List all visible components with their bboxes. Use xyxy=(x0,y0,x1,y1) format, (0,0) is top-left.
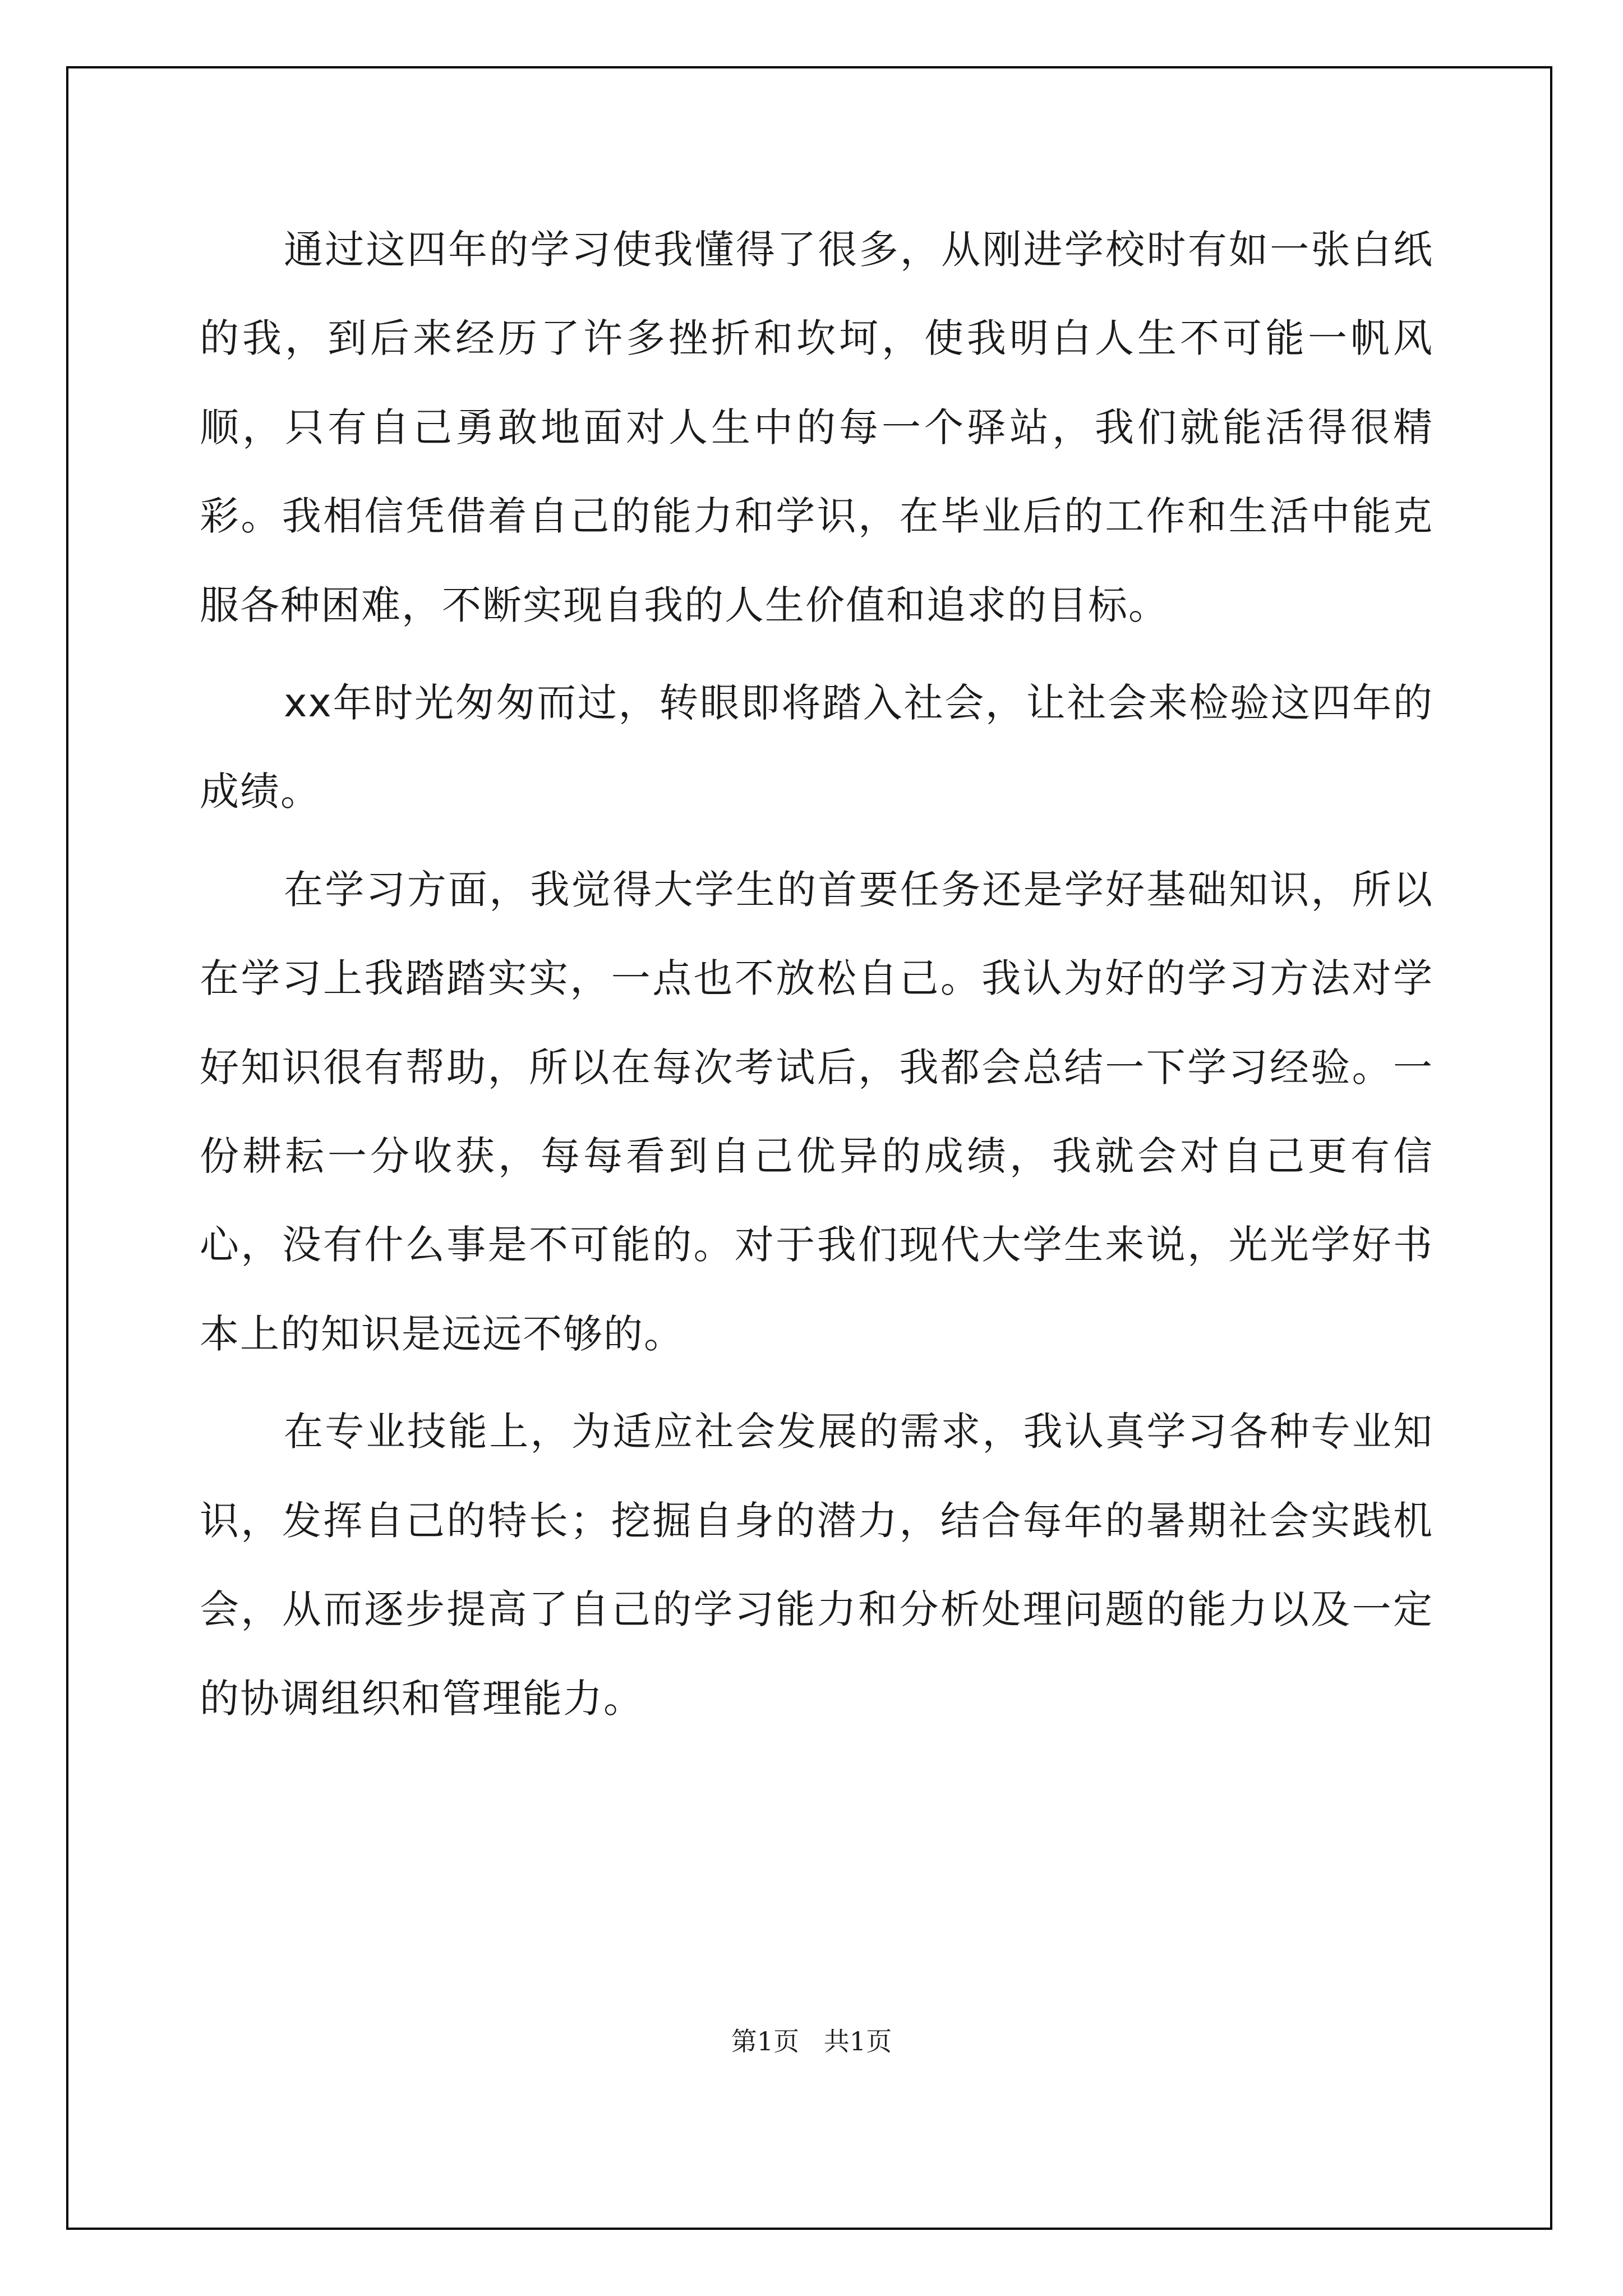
paragraph: 在学习方面，我觉得大学生的首要任务还是学好基础知识，所以在学习上我踏踏实实，一点也不放松自己。我认为好的学习方法对学好知识很有帮助，所以在每次考试后，我都会总结一下学习经验。一份耕耘一分收获，每每看到自己优异的成绩，我就会对自己更有信心，没有什么事是不可能的。对于我们现代大学生来说，光光学好书本上的知识是远远不够的。 xyxy=(200,866,1433,1357)
paragraph: 通过这四年的学习使我懂得了很多，从刚进学校时有如一张白纸的我，到后来经历了许多挫折和坎坷，使我明白人生不可能一帆风顺，只有自己勇敢地面对人生中的每一个驿站，我们就能活得很精彩。我相信凭借着自己的能力和学识，在毕业后的工作和生活中能克服各种困难，不断实现自我的人生价值和追求的目标。 xyxy=(200,227,1433,628)
paragraph: xx年时光匆匆而过，转眼即将踏入社会，让社会来检验这四年的成绩。 xyxy=(200,680,1433,815)
page-number-footer: 第1页 共1页 xyxy=(731,2026,892,2056)
paragraph: 在专业技能上，为适应社会发展的需求，我认真学习各种专业知识，发挥自己的特长；挖掘自身的潜力，结合每年的暑期社会实践机会，从而逐步提高了自己的学习能力和分析处理问题的能力以及一定的协调组织和管理能力。 xyxy=(200,1409,1433,1722)
document-body xyxy=(200,205,1433,1752)
